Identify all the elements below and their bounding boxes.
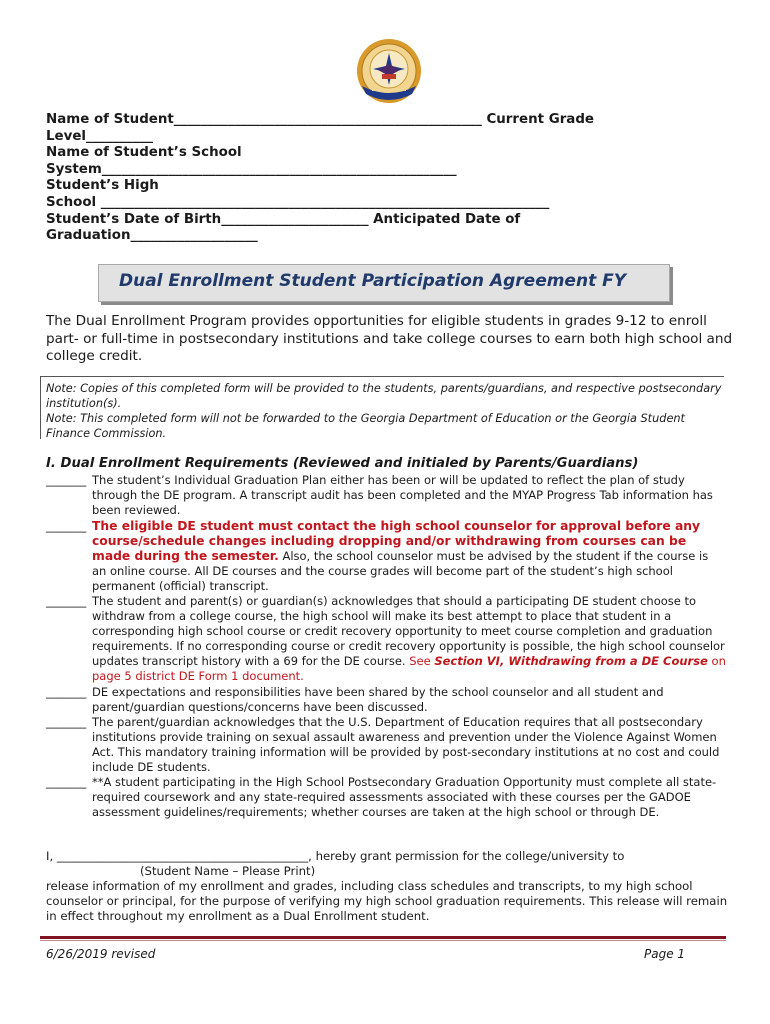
footer-rule-thin (40, 940, 726, 941)
release-permission (46, 849, 736, 924)
requirement-item (46, 715, 726, 775)
requirement-text: The parent/guardian acknowledges that the U.S. Department of Education requires that all postsecondary institutions provide training on sexual assault awareness and prevention under the Violence Against Women Act. This mandatory training information will be provided by post-secondary institutions at no cost and could include DE students. (92, 715, 720, 775)
graduation-date-line[interactable]: Graduation___________________ (46, 228, 258, 244)
district-seal-icon (348, 36, 430, 106)
requirement-text (92, 594, 726, 685)
initial-blank[interactable]: _______ (46, 473, 87, 487)
requirement-text: **A student participating in the High School Postsecondary Graduation Opportunity must complete all state-required coursework and any state-required assessments associated with these courses per the GADOE assessment guidelines/requirements; whether courses are taken at the high school or through DE. (92, 775, 717, 820)
high-school-label: Student’s High (46, 178, 159, 194)
school-system-label: Name of Student’s School (46, 145, 242, 161)
withdrawal-text: The student and parent(s) or guardian(s) acknowledges that should a participating DE student choose to withdraw from a college course, the high school will make its best attempt to place that student in a corresponding high school course or credit recovery opportunity to meet course completion and graduation requirements. If no corresponding course or credit recovery opportunity is possible, the high school counselor updates transcript history with a 69 for the DE course. (92, 594, 725, 669)
initial-blank[interactable]: _______ (46, 775, 87, 789)
requirement-item (46, 775, 726, 820)
requirement-item (46, 473, 726, 518)
school-system-line[interactable]: System_____________________________________________________ (46, 161, 457, 177)
release-text: release information of my enrollment and grades, including class schedules and transcripts, to my high school counselor or principal, for the purpose of verifying my high school graduation requirements. This release will remain in effect throughout my enrollment as a Dual Enrollment student. (46, 879, 728, 923)
requirement-text (92, 519, 726, 594)
grade-level-line[interactable]: Level__________ (46, 128, 153, 144)
form-title: Dual Enrollment Student Participation Agreement FY (119, 271, 627, 291)
student-name-line[interactable]: I, ___________________________________________, hereby grant permission for the college/university to (46, 849, 625, 863)
requirement-item (46, 519, 726, 594)
requirement-item (46, 685, 726, 715)
section-vi-link[interactable]: Section VI, Withdrawing from a DE Course (434, 654, 708, 669)
student-name-caption: (Student Name – Please Print) (140, 864, 316, 878)
section-heading: I. Dual Enrollment Requirements (Reviewed and initialed by Parents/Guardians) (46, 456, 639, 471)
requirement-text: The student’s Individual Graduation Plan either has been or will be updated to reflect the plan of study through the DE program. A transcript audit has been completed and the MYAP Progress Tab information has been reviewed. (92, 473, 713, 518)
footer-rule (40, 936, 726, 939)
form-title-box (98, 264, 670, 302)
counselor-approval-warning: The eligible DE student must contact the high school counselor for approval before any course/schedule changes including dropping and/or withdrawing from courses can be made during the semester. (92, 519, 701, 564)
high-school-line[interactable]: School ___________________________________________________________________ (46, 194, 550, 210)
page-number: Page 1 (644, 947, 686, 961)
revision-date: 6/26/2019 revised (46, 947, 156, 961)
requirement-item (46, 594, 726, 685)
student-info-fields (46, 112, 736, 245)
initial-blank[interactable]: _______ (46, 519, 87, 533)
initial-blank[interactable]: _______ (46, 715, 87, 729)
note-copies: Note: Copies of this completed form will be provided to the students, parents/guardians, and respective postsecondary institution(s). (46, 382, 722, 411)
note-not-forwarded: Note: This completed form will not be forwarded to the Georgia Department of Education or the Georgia Student Finance Commission. (46, 412, 685, 441)
initial-blank[interactable]: _______ (46, 594, 87, 608)
program-intro: The Dual Enrollment Program provides opportunities for eligible students in grades 9-12 to enroll part- or full-time in postsecondary institutions and take college courses to earn both high school and college credit. (46, 313, 733, 365)
see-reference: See (409, 654, 435, 669)
notes-box (40, 376, 724, 439)
initial-blank[interactable]: _______ (46, 685, 87, 699)
requirement-text-rest: Also, the school counselor must be advised by the student if the course is an online course. All DE courses and the course grades will become part of the student’s high school permanent (official) transcript. (92, 549, 709, 594)
page-reference: on page 5 district DE Form 1 document. (92, 654, 726, 684)
birth-date-graduation-line[interactable]: Student’s Date of Birth______________________ Anticipated Date of (46, 211, 521, 227)
requirement-text: DE expectations and responsibilities have been shared by the school counselor and all student and parent/guardian questions/concerns have been discussed. (92, 685, 664, 715)
student-name-grade-line[interactable]: Name of Student______________________________________________ Current Grade (46, 112, 594, 127)
